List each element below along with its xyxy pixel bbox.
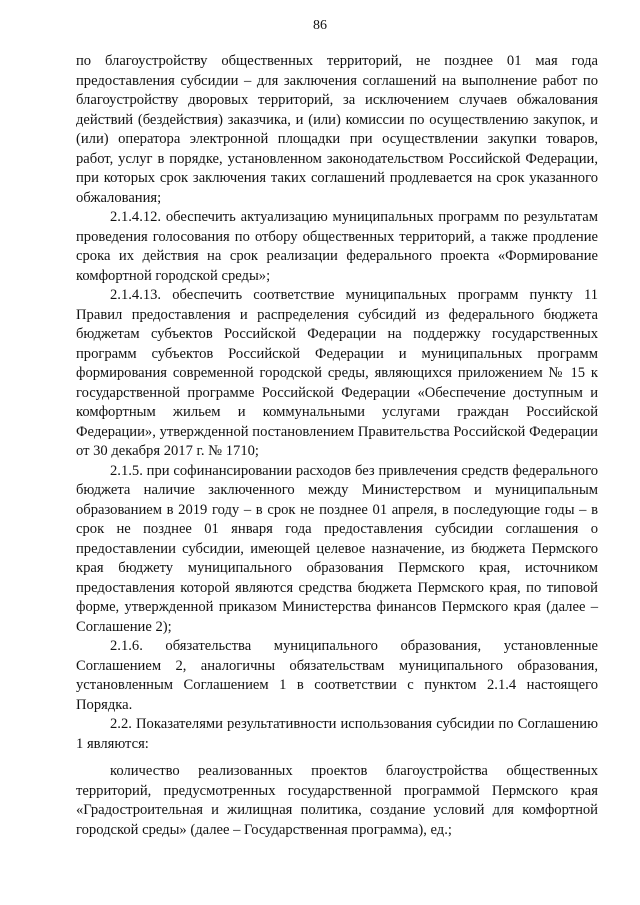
paragraph-2-1-4-12: 2.1.4.12. обеспечить актуализацию муниципальных программ по результатам проведения голосования по отбору общественных территорий, а также продление срока их действия на срок реализации федерального проекта «Формирование комфортной городской среды»; <box>76 209 598 284</box>
page-number: 86 <box>313 18 327 33</box>
paragraph-continuation: по благоустройству общественных территорий, не позднее 01 мая года предоставления субсидии – для заключения соглашений на выполнение работ по благоустройству дворовых территорий, за исключением случаев обжалования действий (бездействия) заказчика, и (или) комиссии по осуществлению закупок, и (или) оператора электронной площадки при осуществлении закупки товаров, работ, услуг в порядке, установленном законодательством Российской Федерации, при которых срок заключения таких соглашений продлевается на срок указанного обжалования; <box>76 53 598 206</box>
document-body <box>76 52 598 840</box>
paragraph-2-1-4-13: 2.1.4.13. обеспечить соответствие муниципальных программ пункту 11 Правил предоставления и распределения субсидий из федерального бюджета бюджетам субъектов Российской Федерации на поддержку государственных программ субъектов Российской Федерации и муниципальных программ формирования современной городской среды, являющихся приложением № 15 к государственной программе Российской Федерации «Обеспечение доступным и комфортным жильем и коммунальными услугами граждан Российской Федерации», утвержденной постановлением Правительства Российской Федерации от 30 декабря 2017 г. № 1710; <box>76 287 598 459</box>
paragraph-2-1-6: 2.1.6. обязательства муниципального образования, установленные Соглашением 2, аналогичны обязательствам муниципального образования, установленным Соглашением 1 в соответствии с пунктом 2.1.4 настоящего Порядка. <box>76 638 598 713</box>
paragraph-indicator-count: количество реализованных проектов благоустройства общественных территорий, предусмотренных государственной программой Пермского края «Градостроительная и жилищная политика, создание условий для комфортной городской среды» (далее – Государственная программа), ед.; <box>76 763 598 838</box>
paragraph-2-1-5: 2.1.5. при софинансировании расходов без привлечения средств федерального бюджета наличие заключенного между Министерством и муниципальным образованием в 2019 году – в срок не позднее 01 апреля, в последующие годы – в срок не позднее 01 января года предоставления субсидии соглашения о предоставлении субсидии, имеющей целевое назначение, из бюджета Пермского края бюджету муниципального образования Пермского края, источником предоставления которой являются средства бюджета Пермского края, по типовой форме, утвержденной приказом Министерства финансов Пермского края (далее – Соглашение 2); <box>76 462 598 635</box>
paragraph-2-2: 2.2. Показателями результативности использования субсидии по Соглашению 1 являются: <box>76 716 598 752</box>
